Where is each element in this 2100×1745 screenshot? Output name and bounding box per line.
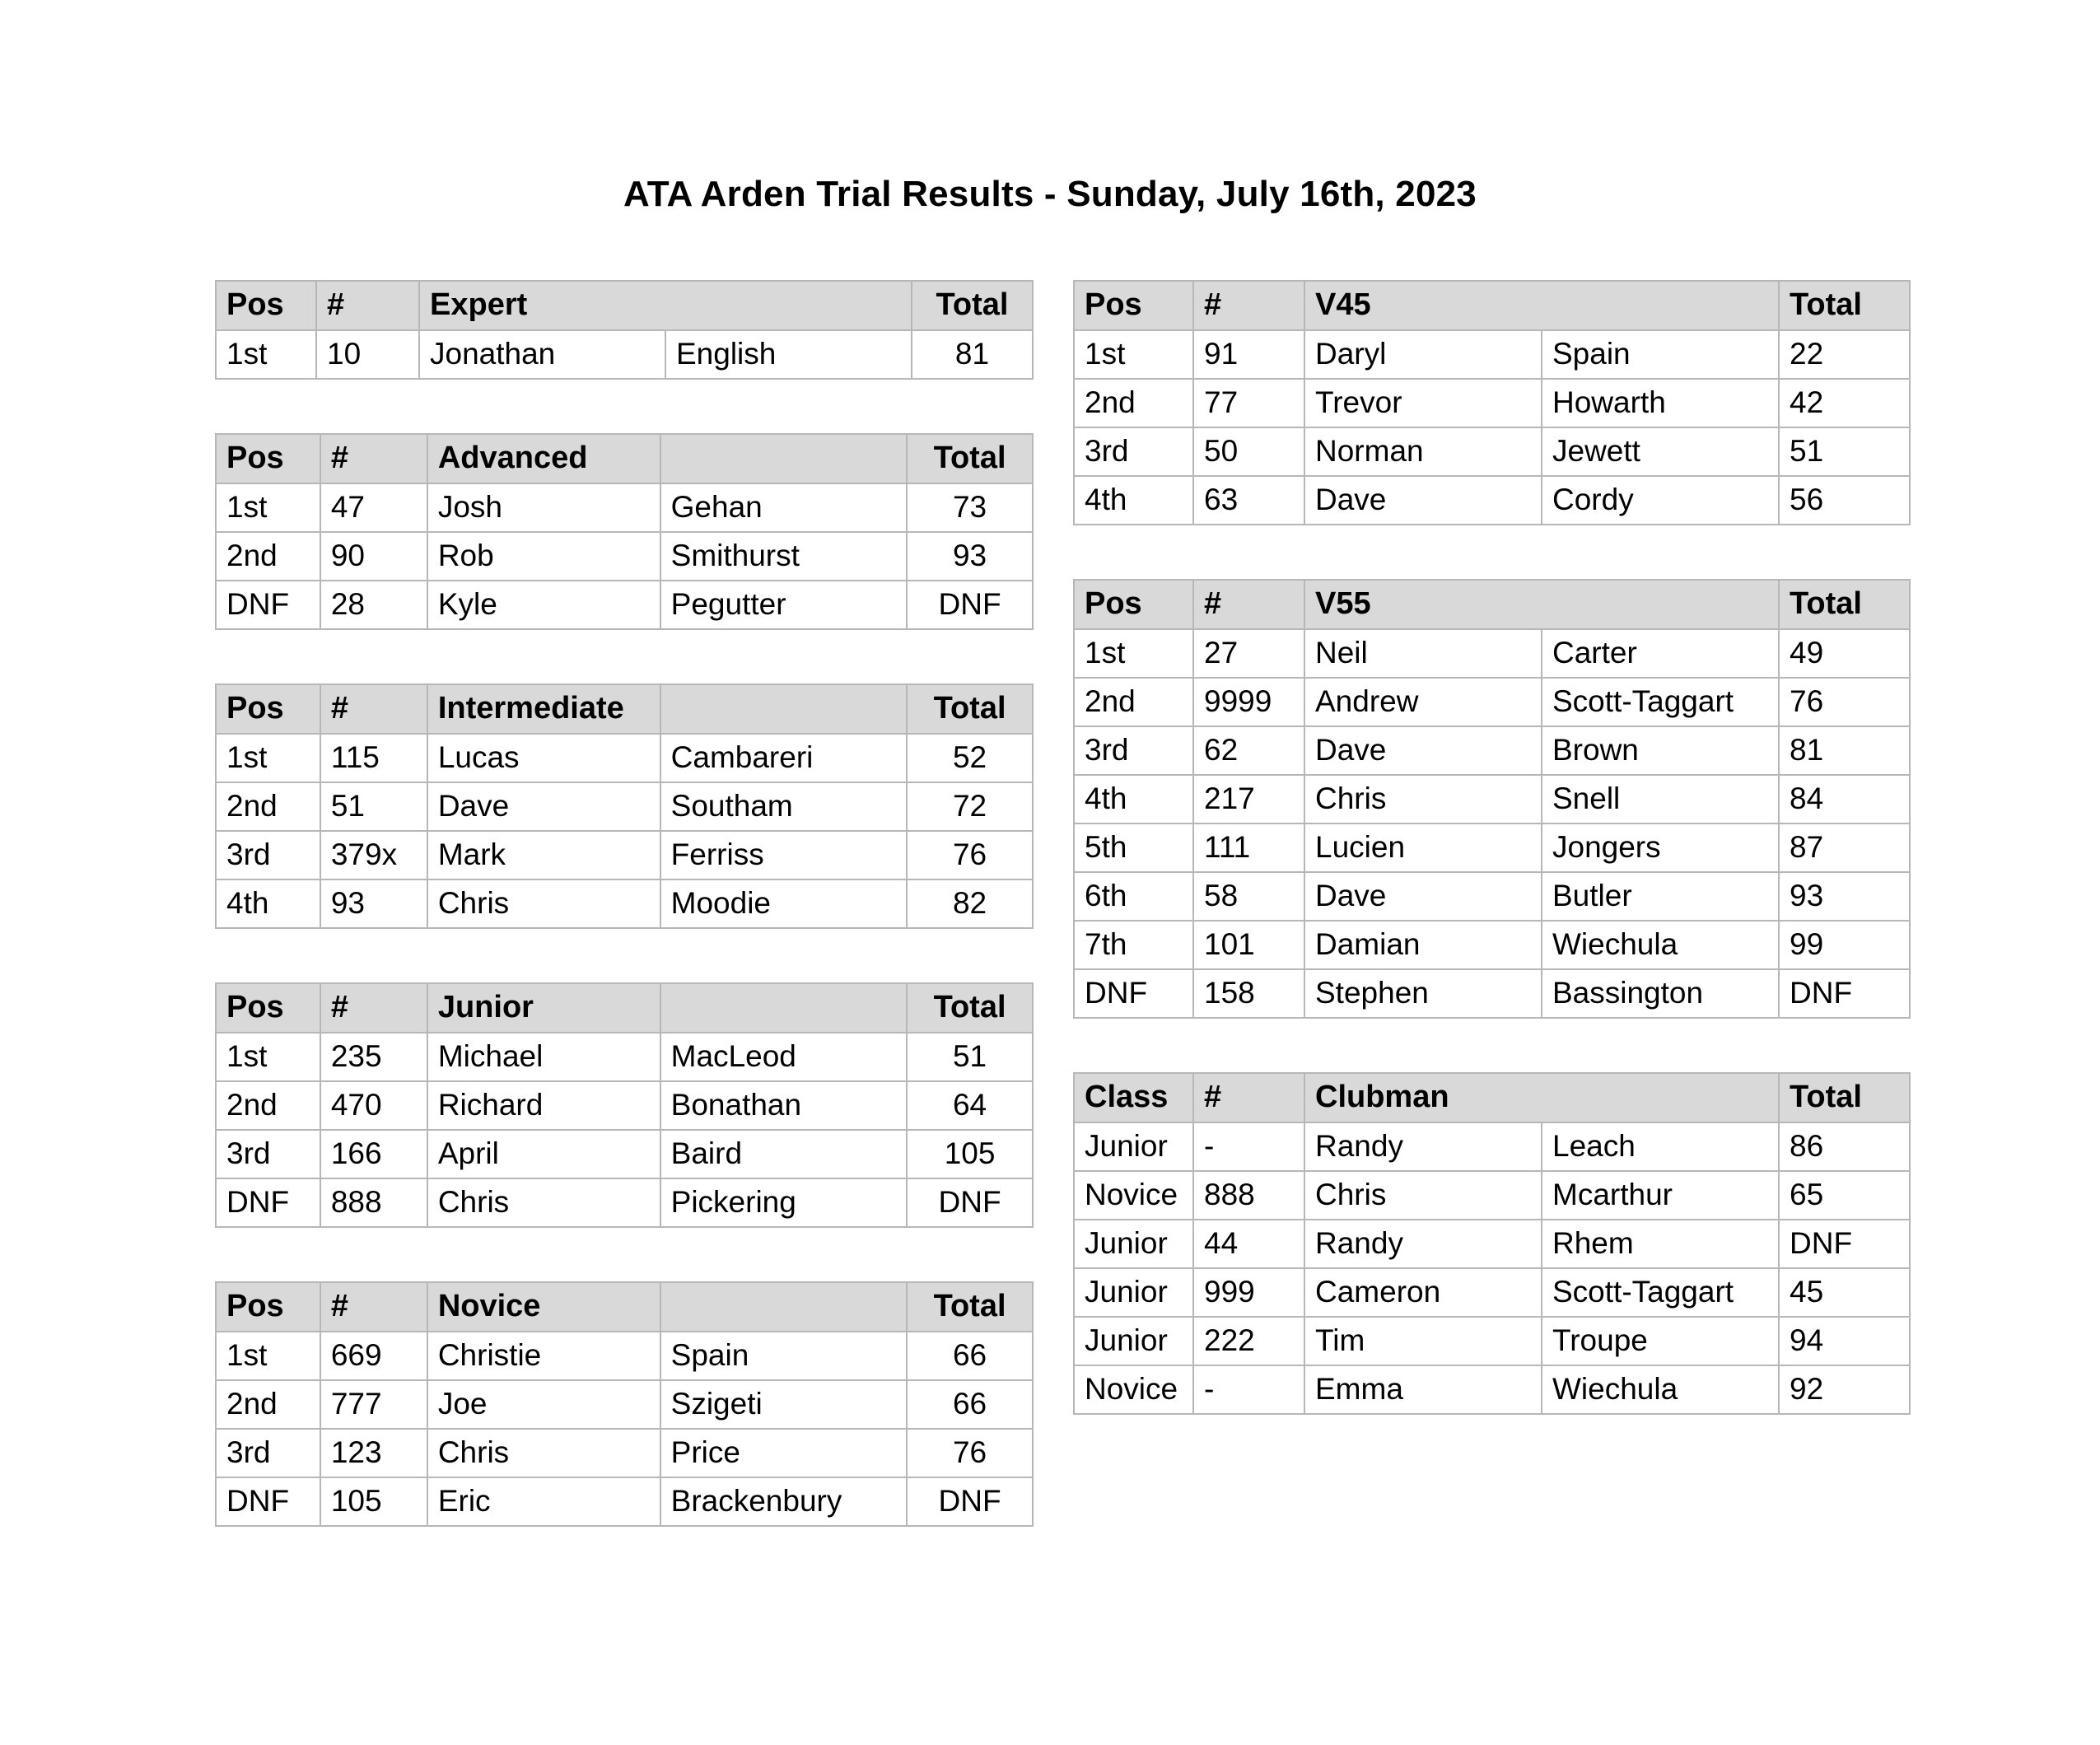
table-row <box>1074 476 1910 525</box>
header-total: Total <box>907 983 1033 1033</box>
table-row <box>1074 427 1910 476</box>
cell-first-name: Rob <box>427 532 660 581</box>
results-table-junior <box>215 982 1034 1228</box>
table-header-row <box>1074 1073 1910 1122</box>
cell-pos: Novice <box>1074 1171 1193 1220</box>
cell-last-name: Smithurst <box>660 532 907 581</box>
cell-total: 56 <box>1779 476 1910 525</box>
cell-last-name: Baird <box>660 1130 907 1178</box>
cell-first-name: Tim <box>1304 1317 1542 1365</box>
cell-first-name: Damian <box>1304 921 1542 969</box>
table-row <box>216 782 1033 831</box>
table-row <box>1074 678 1910 726</box>
header-pos: Pos <box>1074 580 1193 629</box>
cell-first-name: Emma <box>1304 1365 1542 1414</box>
header-pos: Pos <box>216 983 320 1033</box>
cell-last-name: MacLeod <box>660 1033 907 1081</box>
header-number: # <box>1193 1073 1304 1122</box>
cell-last-name: Cordy <box>1542 476 1779 525</box>
cell-pos: 2nd <box>216 1380 320 1429</box>
cell-total: 73 <box>907 483 1033 532</box>
table-header-row <box>216 281 1033 330</box>
cell-first-name: Chris <box>427 1178 660 1227</box>
cell-number: 47 <box>320 483 427 532</box>
cell-total: 93 <box>907 532 1033 581</box>
cell-first-name: Dave <box>1304 872 1542 921</box>
cell-total: 51 <box>907 1033 1033 1081</box>
cell-total: 52 <box>907 734 1033 782</box>
cell-first-name: Jonathan <box>419 330 665 379</box>
cell-last-name: Gehan <box>660 483 907 532</box>
cell-pos: 1st <box>1074 330 1193 379</box>
cell-pos: 3rd <box>216 1130 320 1178</box>
cell-total: 92 <box>1779 1365 1910 1414</box>
cell-pos: 1st <box>216 483 320 532</box>
cell-first-name: Kyle <box>427 581 660 629</box>
header-total: Total <box>912 281 1033 330</box>
results-table-v45 <box>1073 280 1911 525</box>
cell-number: 379x <box>320 831 427 879</box>
left-results-column <box>215 280 1034 1580</box>
header-blank <box>660 1282 907 1332</box>
cell-pos: Novice <box>1074 1365 1193 1414</box>
cell-number: - <box>1193 1365 1304 1414</box>
cell-number: 123 <box>320 1429 427 1477</box>
cell-last-name: Howarth <box>1542 379 1779 427</box>
cell-total: 51 <box>1779 427 1910 476</box>
cell-first-name: Neil <box>1304 629 1542 678</box>
cell-last-name: Butler <box>1542 872 1779 921</box>
results-table-expert <box>215 280 1034 380</box>
cell-last-name: Jongers <box>1542 824 1779 872</box>
table-row <box>1074 775 1910 824</box>
results-table-advanced <box>215 433 1034 630</box>
cell-first-name: Lucas <box>427 734 660 782</box>
cell-number: 28 <box>320 581 427 629</box>
cell-last-name: Mcarthur <box>1542 1171 1779 1220</box>
cell-number: 101 <box>1193 921 1304 969</box>
cell-last-name: Pickering <box>660 1178 907 1227</box>
cell-last-name: Leach <box>1542 1122 1779 1171</box>
header-class-name: V45 <box>1304 281 1779 330</box>
cell-total: 105 <box>907 1130 1033 1178</box>
header-class-name: Intermediate <box>427 684 660 734</box>
header-pos: Class <box>1074 1073 1193 1122</box>
cell-total: 64 <box>907 1081 1033 1130</box>
cell-number: 217 <box>1193 775 1304 824</box>
cell-last-name: Moodie <box>660 879 907 928</box>
cell-last-name: Spain <box>1542 330 1779 379</box>
cell-last-name: Rhem <box>1542 1220 1779 1268</box>
header-class-name: V55 <box>1304 580 1779 629</box>
cell-last-name: Wiechula <box>1542 921 1779 969</box>
cell-total: DNF <box>1779 969 1910 1018</box>
cell-pos: 4th <box>1074 775 1193 824</box>
cell-total: 76 <box>907 831 1033 879</box>
cell-number: 669 <box>320 1332 427 1380</box>
cell-pos: 3rd <box>216 1429 320 1477</box>
cell-number: 63 <box>1193 476 1304 525</box>
cell-total: 49 <box>1779 629 1910 678</box>
cell-first-name: Chris <box>427 1429 660 1477</box>
table-row <box>1074 824 1910 872</box>
header-pos: Pos <box>216 434 320 483</box>
header-pos: Pos <box>1074 281 1193 330</box>
cell-pos: DNF <box>216 581 320 629</box>
cell-pos: 1st <box>216 330 316 379</box>
cell-pos: 3rd <box>1074 726 1193 775</box>
cell-first-name: Andrew <box>1304 678 1542 726</box>
cell-number: 90 <box>320 532 427 581</box>
header-number: # <box>1193 580 1304 629</box>
cell-last-name: Scott-Taggart <box>1542 1268 1779 1317</box>
cell-pos: 1st <box>216 1332 320 1380</box>
cell-last-name: Bassington <box>1542 969 1779 1018</box>
cell-total: 22 <box>1779 330 1910 379</box>
header-number: # <box>320 684 427 734</box>
cell-number: 111 <box>1193 824 1304 872</box>
cell-first-name: Michael <box>427 1033 660 1081</box>
cell-total: 65 <box>1779 1171 1910 1220</box>
cell-last-name: Pegutter <box>660 581 907 629</box>
table-header-row <box>216 983 1033 1033</box>
header-total: Total <box>1779 580 1910 629</box>
cell-pos: Junior <box>1074 1268 1193 1317</box>
cell-total: 45 <box>1779 1268 1910 1317</box>
cell-pos: Junior <box>1074 1317 1193 1365</box>
cell-first-name: Norman <box>1304 427 1542 476</box>
table-row <box>216 483 1033 532</box>
cell-first-name: Trevor <box>1304 379 1542 427</box>
table-row <box>216 1178 1033 1227</box>
cell-first-name: April <box>427 1130 660 1178</box>
cell-total: DNF <box>907 1178 1033 1227</box>
cell-first-name: Josh <box>427 483 660 532</box>
cell-number: 888 <box>320 1178 427 1227</box>
cell-last-name: Ferriss <box>660 831 907 879</box>
cell-pos: 3rd <box>1074 427 1193 476</box>
cell-total: DNF <box>907 581 1033 629</box>
table-row <box>1074 330 1910 379</box>
cell-number: 51 <box>320 782 427 831</box>
cell-pos: 2nd <box>1074 379 1193 427</box>
results-table-novice <box>215 1281 1034 1527</box>
cell-pos: 1st <box>216 1033 320 1081</box>
cell-pos: DNF <box>216 1178 320 1227</box>
cell-number: 888 <box>1193 1171 1304 1220</box>
cell-total: 81 <box>912 330 1033 379</box>
cell-last-name: Wiechula <box>1542 1365 1779 1414</box>
cell-total: DNF <box>1779 1220 1910 1268</box>
cell-pos: 2nd <box>216 782 320 831</box>
cell-total: 87 <box>1779 824 1910 872</box>
table-row <box>216 1081 1033 1130</box>
cell-number: 470 <box>320 1081 427 1130</box>
table-row <box>1074 969 1910 1018</box>
table-header-row <box>216 1282 1033 1332</box>
cell-total: 84 <box>1779 775 1910 824</box>
header-number: # <box>320 434 427 483</box>
cell-pos: 5th <box>1074 824 1193 872</box>
cell-total: 76 <box>1779 678 1910 726</box>
cell-last-name: Jewett <box>1542 427 1779 476</box>
cell-pos: DNF <box>1074 969 1193 1018</box>
cell-first-name: Randy <box>1304 1220 1542 1268</box>
header-number: # <box>1193 281 1304 330</box>
cell-last-name: Scott-Taggart <box>1542 678 1779 726</box>
cell-number: 77 <box>1193 379 1304 427</box>
cell-first-name: Cameron <box>1304 1268 1542 1317</box>
cell-last-name: Price <box>660 1429 907 1477</box>
table-row <box>216 532 1033 581</box>
header-class-name: Expert <box>419 281 912 330</box>
cell-last-name: Szigeti <box>660 1380 907 1429</box>
table-header-row <box>216 684 1033 734</box>
cell-pos: 1st <box>1074 629 1193 678</box>
cell-total: 66 <box>907 1380 1033 1429</box>
cell-first-name: Mark <box>427 831 660 879</box>
header-blank <box>660 983 907 1033</box>
table-row <box>1074 1365 1910 1414</box>
table-row <box>1074 1268 1910 1317</box>
cell-number: 27 <box>1193 629 1304 678</box>
cell-pos: 4th <box>1074 476 1193 525</box>
table-row <box>216 1477 1033 1526</box>
header-number: # <box>320 983 427 1033</box>
cell-first-name: Dave <box>1304 476 1542 525</box>
cell-pos: 1st <box>216 734 320 782</box>
cell-first-name: Dave <box>427 782 660 831</box>
table-header-row <box>1074 580 1910 629</box>
cell-number: 91 <box>1193 330 1304 379</box>
cell-first-name: Daryl <box>1304 330 1542 379</box>
cell-number: 115 <box>320 734 427 782</box>
cell-total: 86 <box>1779 1122 1910 1171</box>
cell-last-name: Troupe <box>1542 1317 1779 1365</box>
cell-pos: Junior <box>1074 1122 1193 1171</box>
table-header-row <box>1074 281 1910 330</box>
cell-total: 82 <box>907 879 1033 928</box>
cell-number: 58 <box>1193 872 1304 921</box>
cell-first-name: Stephen <box>1304 969 1542 1018</box>
cell-last-name: Brown <box>1542 726 1779 775</box>
cell-pos: 4th <box>216 879 320 928</box>
cell-total: 99 <box>1779 921 1910 969</box>
header-class-name: Advanced <box>427 434 660 483</box>
cell-number: 10 <box>316 330 419 379</box>
cell-number: 9999 <box>1193 678 1304 726</box>
table-row <box>1074 1171 1910 1220</box>
cell-number: 777 <box>320 1380 427 1429</box>
results-table-intermediate <box>215 684 1034 929</box>
table-row <box>216 1130 1033 1178</box>
table-row <box>216 1033 1033 1081</box>
table-row <box>1074 921 1910 969</box>
cell-first-name: Joe <box>427 1380 660 1429</box>
header-blank <box>660 684 907 734</box>
header-pos: Pos <box>216 281 316 330</box>
cell-number: 44 <box>1193 1220 1304 1268</box>
header-number: # <box>320 1282 427 1332</box>
cell-first-name: Chris <box>1304 1171 1542 1220</box>
cell-first-name: Chris <box>427 879 660 928</box>
table-row <box>216 1380 1033 1429</box>
cell-last-name: Brackenbury <box>660 1477 907 1526</box>
cell-last-name: Snell <box>1542 775 1779 824</box>
table-row <box>216 1429 1033 1477</box>
cell-number: 235 <box>320 1033 427 1081</box>
cell-total: 81 <box>1779 726 1910 775</box>
header-blank <box>660 434 907 483</box>
cell-number: 166 <box>320 1130 427 1178</box>
cell-total: 94 <box>1779 1317 1910 1365</box>
cell-pos: DNF <box>216 1477 320 1526</box>
cell-total: 93 <box>1779 872 1910 921</box>
cell-pos: 3rd <box>216 831 320 879</box>
cell-pos: 7th <box>1074 921 1193 969</box>
cell-pos: 2nd <box>216 532 320 581</box>
table-row <box>216 1332 1033 1380</box>
cell-total: 76 <box>907 1429 1033 1477</box>
page-title: ATA Arden Trial Results - Sunday, July 16th, 2023 <box>623 174 1477 214</box>
header-class-name: Junior <box>427 983 660 1033</box>
table-header-row <box>216 434 1033 483</box>
cell-number: 93 <box>320 879 427 928</box>
table-row <box>216 831 1033 879</box>
cell-first-name: Chris <box>1304 775 1542 824</box>
cell-total: 72 <box>907 782 1033 831</box>
cell-last-name: English <box>665 330 912 379</box>
header-class-name: Clubman <box>1304 1073 1779 1122</box>
cell-last-name: Spain <box>660 1332 907 1380</box>
table-row <box>216 581 1033 629</box>
header-total: Total <box>907 434 1033 483</box>
cell-pos: 6th <box>1074 872 1193 921</box>
cell-pos: Junior <box>1074 1220 1193 1268</box>
cell-first-name: Lucien <box>1304 824 1542 872</box>
table-row <box>1074 1122 1910 1171</box>
table-row <box>1074 872 1910 921</box>
table-row <box>1074 1317 1910 1365</box>
cell-total: 66 <box>907 1332 1033 1380</box>
table-row <box>216 734 1033 782</box>
cell-pos: 2nd <box>1074 678 1193 726</box>
header-pos: Pos <box>216 684 320 734</box>
results-table-clubman <box>1073 1072 1911 1415</box>
header-total: Total <box>907 1282 1033 1332</box>
table-row <box>216 879 1033 928</box>
table-row <box>216 330 1033 379</box>
header-class-name: Novice <box>427 1282 660 1332</box>
cell-number: 62 <box>1193 726 1304 775</box>
cell-number: 158 <box>1193 969 1304 1018</box>
cell-total: 42 <box>1779 379 1910 427</box>
results-table-v55 <box>1073 579 1911 1019</box>
header-number: # <box>316 281 419 330</box>
header-pos: Pos <box>216 1282 320 1332</box>
cell-first-name: Randy <box>1304 1122 1542 1171</box>
header-total: Total <box>1779 1073 1910 1122</box>
cell-last-name: Carter <box>1542 629 1779 678</box>
cell-number: 50 <box>1193 427 1304 476</box>
cell-last-name: Southam <box>660 782 907 831</box>
cell-first-name: Eric <box>427 1477 660 1526</box>
cell-first-name: Christie <box>427 1332 660 1380</box>
cell-last-name: Cambareri <box>660 734 907 782</box>
cell-number: - <box>1193 1122 1304 1171</box>
table-row <box>1074 629 1910 678</box>
cell-number: 222 <box>1193 1317 1304 1365</box>
cell-total: DNF <box>907 1477 1033 1526</box>
cell-first-name: Dave <box>1304 726 1542 775</box>
cell-number: 105 <box>320 1477 427 1526</box>
table-row <box>1074 379 1910 427</box>
header-total: Total <box>1779 281 1910 330</box>
header-total: Total <box>907 684 1033 734</box>
cell-pos: 2nd <box>216 1081 320 1130</box>
cell-number: 999 <box>1193 1268 1304 1317</box>
table-row <box>1074 726 1910 775</box>
right-results-column <box>1073 280 1911 1468</box>
cell-first-name: Richard <box>427 1081 660 1130</box>
cell-last-name: Bonathan <box>660 1081 907 1130</box>
table-row <box>1074 1220 1910 1268</box>
